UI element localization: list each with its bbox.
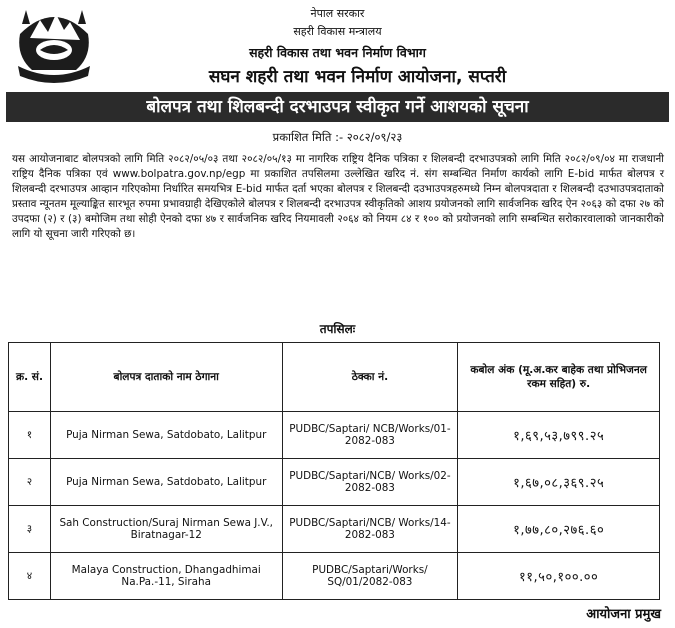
table-row — [9, 459, 660, 506]
table-row — [9, 506, 660, 553]
cell-amount: १,६७,०८,३६९.२५ — [458, 459, 660, 506]
bid-table — [8, 342, 660, 600]
details-heading: तपसिलः — [319, 322, 356, 336]
cell-sn: १ — [9, 412, 51, 459]
notice-title: बोलपत्र तथा शिलबन्दी दरभाउपत्र स्वीकृत गर्ने आशयको सूचना — [6, 92, 669, 122]
government-name: नेपाल सरकार — [310, 7, 365, 20]
cell-bidder: Malaya Construction, Dhangadhimai Na.Pa.-11, Siraha — [50, 553, 282, 600]
project-name: सघन शहरी तथा भवन निर्माण आयोजना, सप्तरी — [208, 67, 507, 87]
cell-contract: PUDBC/Saptari/Works/ SQ/01/2082-083 — [282, 553, 458, 600]
cell-sn: ३ — [9, 506, 51, 553]
header-bidder: बोलपत्र दाताको नाम ठेगाना — [50, 343, 282, 412]
department-name: सहरी विकास तथा भवन निर्माण विभाग — [249, 45, 426, 60]
header-sn: क्र. सं. — [9, 343, 51, 412]
cell-contract: PUDBC/Saptari/NCB/ Works/14-2082-083 — [282, 506, 458, 553]
signatory: आयोजना प्रमुख — [586, 607, 661, 622]
header-amount: कबोल अंक (मू.अ.कर बाहेक तथा प्रोभिजनल रकम सहित) रु. — [458, 343, 660, 412]
header-contract: ठेक्का नं. — [282, 343, 458, 412]
cell-amount: १,७७,८०,२७६.६० — [458, 506, 660, 553]
ministry-name: सहरी विकास मन्त्रालय — [293, 25, 382, 38]
published-date: प्रकाशित मिति :- २०८२/०९/२३ — [272, 130, 403, 144]
cell-bidder: Sah Construction/Suraj Nirman Sewa J.V., Biratnagar-12 — [50, 506, 282, 553]
table-header-row — [9, 343, 660, 412]
table-row — [9, 553, 660, 600]
notice-body: यस आयोजनाबाट बोलपत्रको लागि मिति २०८२/०५/०३ तथा २०८२/०५/१३ मा नागरिक राष्ट्रिय दैनिक पत्रिका र शिलबन्दी दरभाउपत्रको लागि मिति २०८२/०९/०४ मा राजधानी राष्ट्रिय दैनिक पत्रिका एवं www.bolpatra.gov.np/egp मा प्रकाशित तपसिलमा उल्लेखित खरिद नं. संग सम्बन्धित निर्माण कार्यको लागि E-bid मार्फत बोलपत्र र शिलबन्दी दरभाउपत्र आव्हान गरिएकोमा निर्धारित समयभित्र E-bid मार्फत दर्ता भएका बोलपत्र र शिलबन्दी दउभाउपत्रहरुमध्ये निम्न बोलपत्रदाता र शिलबन्दी दउभाउपत्रदाताको प्रस्ताव न्यूनतम मूल्याङ्कित सारभूत रुपमा प्रभावग्राही देखिएकोले बोलपत्र र शिलबन्दी दरभाउपत्र स्वीकृतिको आशय प्रयोजनको लागि सार्वजनिक खरिद ऐन २०६३ को दफा २७ को उपदफा (२) र (३) बमोजिम तथा सोही ऐनको दफा ४७ र सार्वजनिक खरिद नियमावली २०६४ को नियम ८४ र १०० को प्रयोजनको लागि सम्बन्धित सरोकारवालाको जानकारीको लागि यो सूचना जारी गरिएको छ। — [12, 153, 664, 241]
cell-bidder: Puja Nirman Sewa, Satdobato, Lalitpur — [50, 412, 282, 459]
cell-sn: २ — [9, 459, 51, 506]
cell-sn: ४ — [9, 553, 51, 600]
cell-contract: PUDBC/Saptari/ NCB/Works/01-2082-083 — [282, 412, 458, 459]
cell-bidder: Puja Nirman Sewa, Satdobato, Lalitpur — [50, 459, 282, 506]
cell-contract: PUDBC/Saptari/NCB/ Works/02-2082-083 — [282, 459, 458, 506]
table-row — [9, 412, 660, 459]
cell-amount: १,६९,५३,७९९.२५ — [458, 412, 660, 459]
cell-amount: ११,५०,१००.०० — [458, 553, 660, 600]
